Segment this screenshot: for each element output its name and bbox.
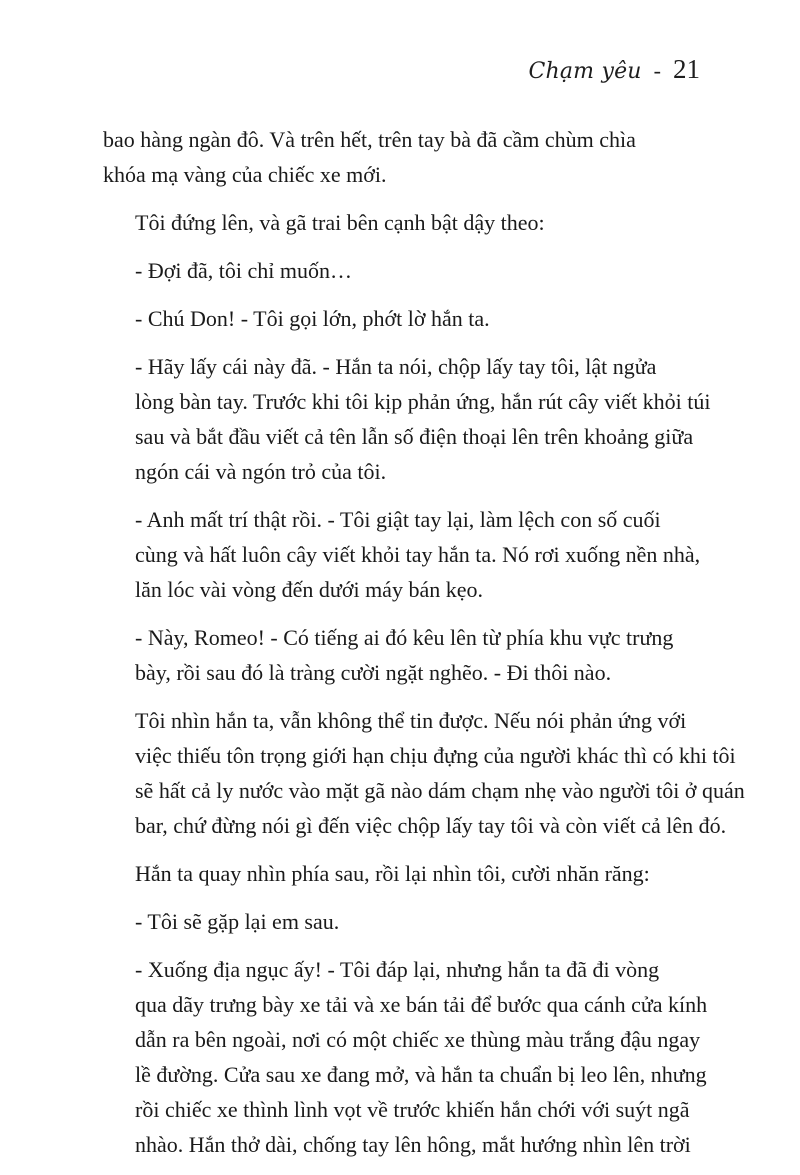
paragraph <box>103 502 707 607</box>
text-line: - Này, Romeo! - Có tiếng ai đó kêu lên từ phía khu vực trưng <box>135 625 674 650</box>
text-line: rồi chiếc xe thình lình vọt về trước khiến hắn chới với suýt ngã <box>135 1097 690 1122</box>
text-line: lăn lóc vài vòng đến dưới máy bán kẹo. <box>135 577 483 602</box>
text-line: cùng và hất luôn cây viết khỏi tay hắn ta. Nó rơi xuống nền nhà, <box>135 542 701 567</box>
text-line: dẫn ra bên ngoài, nơi có một chiếc xe thùng màu trắng đậu ngay <box>135 1027 701 1052</box>
page-number: 21 <box>673 54 700 84</box>
text-line: ngón cái và ngón trỏ của tôi. <box>135 459 387 484</box>
text-line: - Đợi đã, tôi chỉ muốn… <box>135 258 352 283</box>
book-title: Chạm yêu <box>528 59 642 84</box>
header-separator: - <box>653 58 661 83</box>
text-line: - Xuống địa ngục ấy! - Tôi đáp lại, nhưng hắn ta đã đi vòng <box>135 957 660 982</box>
text-line: nhào. Hắn thở dài, chống tay lên hông, mắt hướng nhìn lên trời <box>135 1132 691 1157</box>
paragraph <box>103 703 745 843</box>
text-line: khóa mạ vàng của chiếc xe mới. <box>103 162 387 187</box>
text-line: - Chú Don! - Tôi gọi lớn, phớt lờ hắn ta. <box>135 306 490 331</box>
paragraph <box>103 122 707 192</box>
text-line: bày, rồi sau đó là tràng cười ngặt nghẽo. - Đi thôi nào. <box>135 660 612 685</box>
text-line: sẽ hất cả ly nước vào mặt gã nào dám chạm nhẹ vào người tôi ở quán <box>135 778 745 803</box>
text-line: Tôi nhìn hắn ta, vẫn không thể tin được. Nếu nói phản ứng với <box>135 708 687 733</box>
paragraph <box>103 904 707 939</box>
text-line: - Anh mất trí thật rồi. - Tôi giật tay lại, làm lệch con số cuối <box>135 507 661 532</box>
paragraph <box>103 620 707 690</box>
paragraph <box>103 856 707 891</box>
text-line: việc thiếu tôn trọng giới hạn chịu đựng của người khác thì có khi tôi <box>135 743 736 768</box>
text-line: lòng bàn tay. Trước khi tôi kịp phản ứng, hắn rút cây viết khỏi túi <box>135 389 711 414</box>
text-line: lề đường. Cửa sau xe đang mở, và hắn ta chuẩn bị leo lên, nhưng <box>135 1062 707 1087</box>
paragraph <box>103 253 707 288</box>
text-line: - Hãy lấy cái này đã. - Hắn ta nói, chộp lấy tay tôi, lật ngửa <box>135 354 657 379</box>
body-text <box>103 122 745 1175</box>
text-line: qua dãy trưng bày xe tải và xe bán tải để bước qua cánh cửa kính <box>135 992 708 1017</box>
running-header <box>528 54 700 85</box>
paragraph <box>103 301 707 336</box>
text-line: Hắn ta quay nhìn phía sau, rồi lại nhìn tôi, cười nhăn răng: <box>135 861 650 886</box>
text-line: sau và bắt đầu viết cả tên lẫn số điện thoại lên trên khoảng giữa <box>135 424 694 449</box>
text-line: bar, chứ đừng nói gì đến việc chộp lấy tay tôi và còn viết cả lên đó. <box>135 813 727 838</box>
paragraph <box>103 349 711 489</box>
paragraph <box>103 952 707 1162</box>
text-line: bao hàng ngàn đô. Và trên hết, trên tay bà đã cầm chùm chìa <box>103 127 636 152</box>
text-line: - Tôi sẽ gặp lại em sau. <box>135 909 340 934</box>
paragraph <box>103 205 707 240</box>
text-line: Tôi đứng lên, và gã trai bên cạnh bật dậy theo: <box>135 210 545 235</box>
